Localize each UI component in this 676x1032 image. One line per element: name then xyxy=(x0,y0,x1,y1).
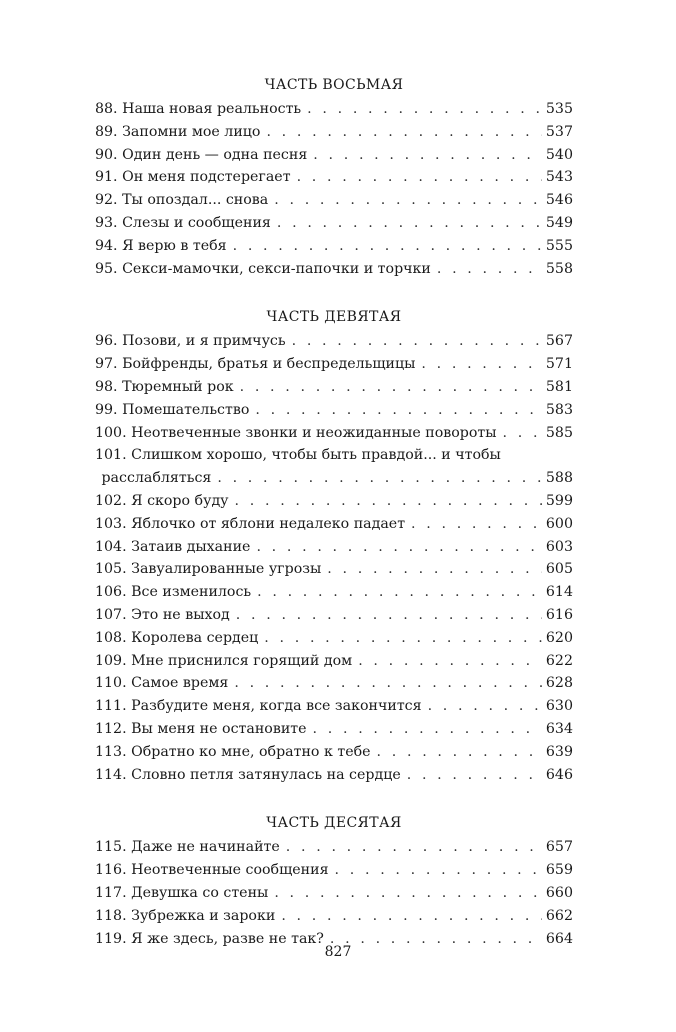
dot-leader xyxy=(335,859,542,882)
dot-leader xyxy=(264,627,542,650)
page-reference: 616 xyxy=(545,606,573,623)
toc-entry xyxy=(95,330,573,353)
table-of-contents xyxy=(95,74,573,950)
dot-leader xyxy=(437,258,542,281)
toc-entry xyxy=(95,650,573,673)
toc-entry xyxy=(95,536,573,559)
chapter-title: 92. Ты опоздал... снова xyxy=(95,192,269,209)
chapter-title: 96. Позови, и я примчусь xyxy=(95,333,286,350)
chapter-title: 105. Завуалированные угрозы xyxy=(95,561,322,578)
toc-entry xyxy=(95,399,573,422)
dot-leader xyxy=(234,672,542,695)
chapter-title: 108. Королева сердец xyxy=(95,629,259,646)
chapter-title: 114. Словно петля затянулась на сердце xyxy=(95,766,401,783)
toc-entry xyxy=(95,121,573,144)
page-reference: 555 xyxy=(545,237,573,254)
toc-entry xyxy=(95,882,573,905)
chapter-title: 95. Секси-мамочки, секси-папочки и торчки xyxy=(95,260,431,277)
chapter-title: 100. Неотвеченные звонки и неожиданные повороты xyxy=(95,424,497,441)
page-reference: 549 xyxy=(545,214,573,231)
dot-leader xyxy=(297,166,542,189)
toc-entry xyxy=(95,604,573,627)
chapter-title: 115. Даже не начинайте xyxy=(95,839,280,856)
chapter-title: 106. Все изменилось xyxy=(95,584,252,601)
chapter-title: 101. Слишком хорошо, чтобы быть правдой... и чтобы xyxy=(95,447,501,464)
page-reference: 614 xyxy=(545,584,573,601)
toc-entry xyxy=(95,859,573,882)
chapter-title: 104. Затаив дыхание xyxy=(95,538,251,555)
dot-leader xyxy=(421,353,541,376)
dot-leader xyxy=(277,212,542,235)
dot-leader xyxy=(233,235,542,258)
toc-entry xyxy=(95,189,573,212)
chapter-title: 89. Запомни мое лицо xyxy=(95,123,261,140)
toc-entry xyxy=(95,905,573,928)
page-reference: 646 xyxy=(545,766,573,783)
chapter-title: 109. Мне приснился горящий дом xyxy=(95,652,353,669)
page-reference: 535 xyxy=(545,101,573,117)
page-reference: 537 xyxy=(545,123,573,140)
dot-leader xyxy=(313,144,542,167)
toc-entry xyxy=(95,513,573,536)
page-reference: 634 xyxy=(545,720,573,737)
chapter-title: 94. Я верю в тебя xyxy=(95,237,227,254)
page-reference: 585 xyxy=(545,424,573,441)
chapter-title: 91. Он меня подстерегает xyxy=(95,169,291,186)
dot-leader xyxy=(256,536,541,559)
chapter-title: 116. Неотвеченные сообщения xyxy=(95,862,329,879)
page-reference: 622 xyxy=(545,652,573,669)
dot-leader xyxy=(358,650,542,673)
dot-leader xyxy=(313,718,542,741)
toc-entry xyxy=(95,764,573,787)
toc-entry xyxy=(95,444,573,490)
chapter-title: 119. Я же здесь, разве не так? xyxy=(95,930,324,947)
page-reference: 571 xyxy=(545,356,573,373)
chapter-title: 117. Девушка со стены xyxy=(95,884,269,901)
toc-entry xyxy=(95,490,573,513)
page-reference: 639 xyxy=(545,743,573,760)
page-reference: 660 xyxy=(545,884,573,901)
dot-leader xyxy=(281,905,542,928)
page-reference: 603 xyxy=(545,538,573,555)
toc-entry xyxy=(95,98,573,121)
page-reference: 581 xyxy=(545,378,573,395)
chapter-title: 112. Вы меня не остановите xyxy=(95,720,307,737)
part-heading: ЧАСТЬ ДЕСЯТАЯ xyxy=(266,815,402,832)
page-reference: 662 xyxy=(545,907,573,924)
page-reference: 600 xyxy=(545,515,573,532)
chapter-title: 102. Я скоро буду xyxy=(95,492,229,509)
toc-entry xyxy=(95,422,573,445)
toc-entry xyxy=(95,741,573,764)
dot-leader xyxy=(235,490,542,513)
dot-leader xyxy=(274,189,542,212)
toc-entry xyxy=(95,627,573,650)
part-spacer xyxy=(95,280,573,306)
dot-leader xyxy=(428,695,542,718)
toc-entry xyxy=(95,258,573,281)
dot-leader xyxy=(407,764,542,787)
page-reference: 558 xyxy=(545,260,573,277)
dot-leader xyxy=(257,581,542,604)
page-reference: 543 xyxy=(545,169,573,186)
chapter-title: 99. Помешательство xyxy=(95,401,250,418)
toc-entry xyxy=(95,718,573,741)
dot-leader xyxy=(411,513,542,536)
toc-entry xyxy=(95,376,573,399)
toc-entry xyxy=(95,836,573,859)
page-reference: 540 xyxy=(545,146,573,163)
toc-entry xyxy=(95,166,573,189)
dot-leader xyxy=(286,836,542,859)
chapter-title: 107. Это не выход xyxy=(95,606,230,623)
page-reference: 583 xyxy=(545,401,573,418)
part-heading: ЧАСТЬ ДЕВЯТАЯ xyxy=(266,309,402,326)
dot-leader xyxy=(274,882,542,905)
page-number: 827 xyxy=(324,944,352,960)
chapter-title: 98. Тюремный рок xyxy=(95,378,234,395)
dot-leader xyxy=(327,558,542,581)
toc-entry xyxy=(95,212,573,235)
chapter-title: 111. Разбудите меня, когда все закончится xyxy=(95,698,422,715)
dot-leader xyxy=(236,604,542,627)
dot-leader xyxy=(503,422,542,445)
dot-leader xyxy=(292,330,542,353)
dot-leader xyxy=(377,741,542,764)
dot-leader xyxy=(217,467,542,490)
chapter-title: 118. Зубрежка и зароки xyxy=(95,907,276,924)
part-spacer xyxy=(95,786,573,812)
chapter-title: 90. Один день — одна песня xyxy=(95,146,308,163)
toc-entry xyxy=(95,144,573,167)
page-reference: 630 xyxy=(545,698,573,715)
page-reference: 620 xyxy=(545,629,573,646)
chapter-title: 97. Бойфренды, братья и беспредельщицы xyxy=(95,356,416,373)
toc-entry xyxy=(95,581,573,604)
part-heading: ЧАСТЬ ВОСЬМАЯ xyxy=(264,77,404,93)
page-reference: 657 xyxy=(545,839,573,856)
chapter-title: 88. Наша новая реальность xyxy=(95,101,302,117)
page-reference: 628 xyxy=(545,675,573,692)
page-reference: 664 xyxy=(545,930,573,947)
toc-entry xyxy=(95,558,573,581)
page-reference: 659 xyxy=(545,862,573,879)
chapter-title-continuation: расслабляться xyxy=(101,470,212,487)
toc-entry xyxy=(95,353,573,376)
dot-leader xyxy=(255,399,542,422)
chapter-title: 113. Обратно ко мне, обратно к тебе xyxy=(95,743,371,760)
toc-entry xyxy=(95,235,573,258)
page-reference: 588 xyxy=(545,470,573,487)
page-reference: 599 xyxy=(545,492,573,509)
toc-entry xyxy=(95,695,573,718)
chapter-title: 103. Яблочко от яблони недалеко падает xyxy=(95,515,406,532)
dot-leader xyxy=(240,376,542,399)
dot-leader xyxy=(307,98,542,121)
chapter-title: 110. Самое время xyxy=(95,675,229,692)
toc-entry xyxy=(95,672,573,695)
chapter-title: 93. Слезы и сообщения xyxy=(95,214,271,231)
page-reference: 567 xyxy=(545,333,573,350)
page-reference: 546 xyxy=(545,192,573,209)
dot-leader xyxy=(266,121,541,144)
page-reference: 605 xyxy=(545,561,573,578)
